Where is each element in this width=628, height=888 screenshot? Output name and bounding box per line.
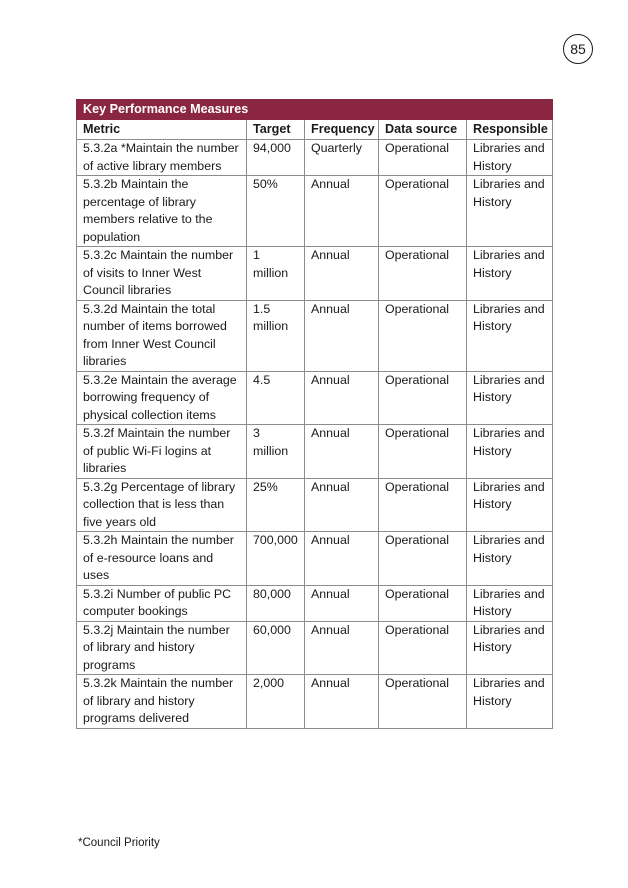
cell-frequency: Annual	[305, 371, 379, 425]
cell-responsible: Libraries and History	[467, 425, 553, 479]
cell-metric: 5.3.2b Maintain the percentage of library members relative to the population	[77, 176, 247, 247]
cell-data-source: Operational	[379, 478, 467, 532]
cell-data-source: Operational	[379, 532, 467, 586]
cell-data-source: Operational	[379, 621, 467, 675]
cell-metric: 5.3.2j Maintain the number of library and history programs	[77, 621, 247, 675]
footnote: *Council Priority	[78, 837, 160, 849]
cell-responsible: Libraries and History	[467, 247, 553, 301]
header-data-source: Data source	[379, 120, 467, 140]
cell-target: 2,000	[247, 675, 305, 729]
cell-frequency: Annual	[305, 585, 379, 621]
cell-frequency: Annual	[305, 176, 379, 247]
page-number-text: 85	[570, 41, 586, 57]
cell-target: 4.5	[247, 371, 305, 425]
cell-target: 60,000	[247, 621, 305, 675]
cell-metric: 5.3.2f Maintain the number of public Wi-Fi logins at libraries	[77, 425, 247, 479]
table-row	[77, 371, 553, 425]
table-title: Key Performance Measures	[77, 100, 553, 120]
table-row	[77, 532, 553, 586]
header-responsible: Responsible	[467, 120, 553, 140]
table-row	[77, 675, 553, 729]
cell-responsible: Libraries and History	[467, 300, 553, 371]
cell-responsible: Libraries and History	[467, 675, 553, 729]
page-number	[563, 34, 593, 64]
cell-frequency: Annual	[305, 478, 379, 532]
cell-target: 1 million	[247, 247, 305, 301]
cell-metric: 5.3.2c Maintain the number of visits to Inner West Council libraries	[77, 247, 247, 301]
cell-responsible: Libraries and History	[467, 140, 553, 176]
table-row	[77, 425, 553, 479]
cell-responsible: Libraries and History	[467, 371, 553, 425]
cell-data-source: Operational	[379, 675, 467, 729]
table-row	[77, 140, 553, 176]
cell-metric: 5.3.2a *Maintain the number of active library members	[77, 140, 247, 176]
cell-frequency: Annual	[305, 425, 379, 479]
cell-metric: 5.3.2h Maintain the number of e-resource loans and uses	[77, 532, 247, 586]
table-row	[77, 585, 553, 621]
cell-responsible: Libraries and History	[467, 621, 553, 675]
table-row	[77, 176, 553, 247]
table-row	[77, 621, 553, 675]
cell-frequency: Annual	[305, 532, 379, 586]
cell-target: 1.5 million	[247, 300, 305, 371]
header-frequency: Frequency	[305, 120, 379, 140]
cell-target: 50%	[247, 176, 305, 247]
table-row	[77, 300, 553, 371]
cell-data-source: Operational	[379, 425, 467, 479]
cell-responsible: Libraries and History	[467, 585, 553, 621]
cell-frequency: Annual	[305, 621, 379, 675]
cell-data-source: Operational	[379, 371, 467, 425]
table-row	[77, 478, 553, 532]
cell-target: 700,000	[247, 532, 305, 586]
cell-metric: 5.3.2e Maintain the average borrowing frequency of physical collection items	[77, 371, 247, 425]
cell-data-source: Operational	[379, 176, 467, 247]
cell-frequency: Annual	[305, 675, 379, 729]
cell-responsible: Libraries and History	[467, 176, 553, 247]
header-target: Target	[247, 120, 305, 140]
cell-metric: 5.3.2k Maintain the number of library and history programs delivered	[77, 675, 247, 729]
cell-target: 25%	[247, 478, 305, 532]
table-row	[77, 247, 553, 301]
header-metric: Metric	[77, 120, 247, 140]
table-body	[77, 140, 553, 729]
cell-data-source: Operational	[379, 585, 467, 621]
kpi-table	[76, 99, 553, 729]
cell-metric: 5.3.2i Number of public PC computer bookings	[77, 585, 247, 621]
cell-target: 94,000	[247, 140, 305, 176]
cell-frequency: Quarterly	[305, 140, 379, 176]
cell-responsible: Libraries and History	[467, 478, 553, 532]
cell-frequency: Annual	[305, 300, 379, 371]
cell-target: 80,000	[247, 585, 305, 621]
cell-metric: 5.3.2d Maintain the total number of items borrowed from Inner West Council libraries	[77, 300, 247, 371]
cell-metric: 5.3.2g Percentage of library collection that is less than five years old	[77, 478, 247, 532]
table-title-row	[77, 100, 553, 120]
table-header-row	[77, 120, 553, 140]
cell-frequency: Annual	[305, 247, 379, 301]
cell-responsible: Libraries and History	[467, 532, 553, 586]
cell-data-source: Operational	[379, 140, 467, 176]
cell-data-source: Operational	[379, 300, 467, 371]
cell-data-source: Operational	[379, 247, 467, 301]
cell-target: 3 million	[247, 425, 305, 479]
